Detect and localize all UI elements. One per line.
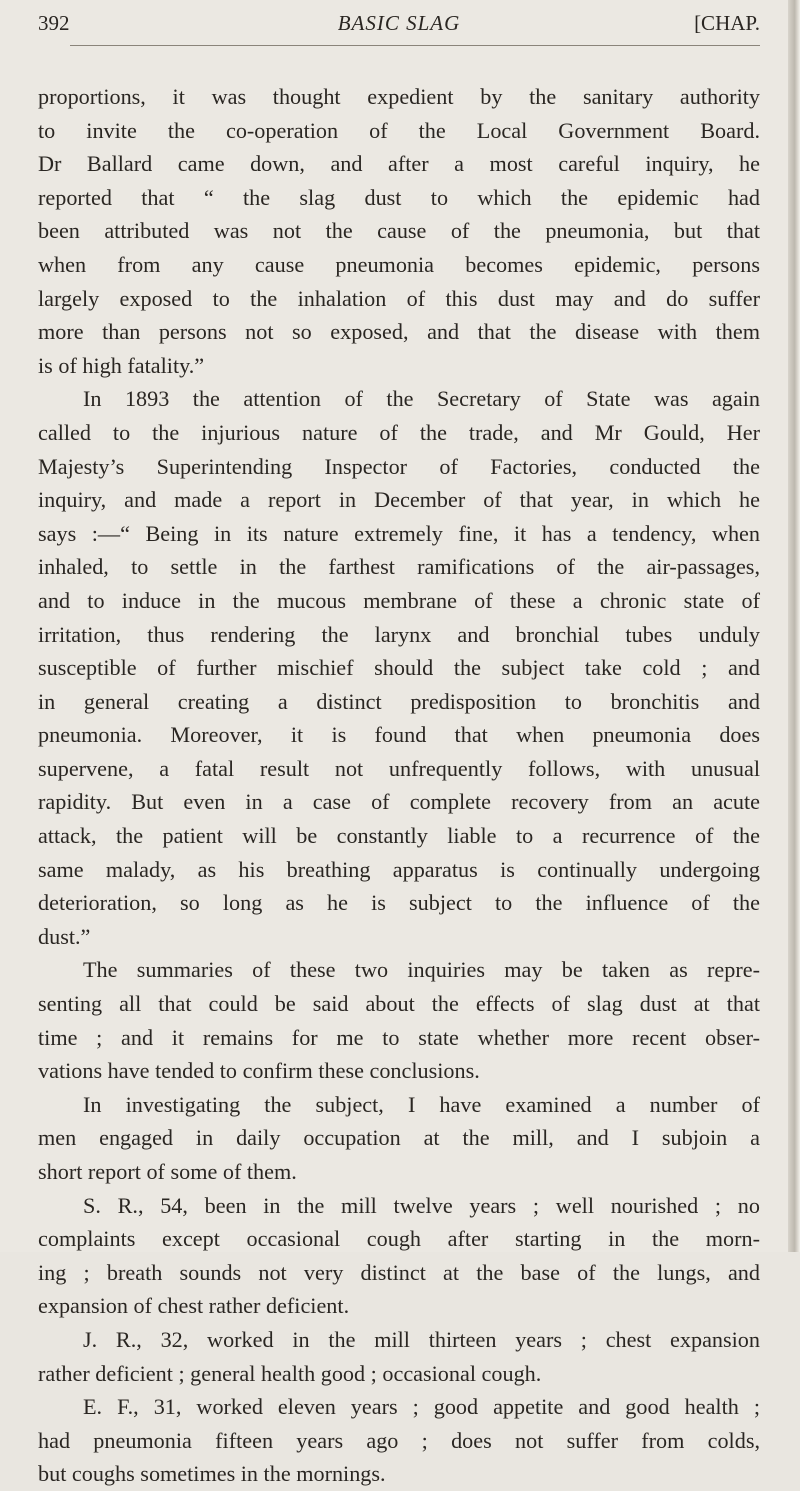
- text-line: and to induce in the mucous membrane of these a chronic state of: [38, 587, 760, 613]
- text-line: complaints except occasional cough after starting in the morn-: [38, 1226, 760, 1252]
- text-line: proportions, it was thought expedient by the sanitary authority: [38, 84, 760, 109]
- text-line: is of high fatality.”: [38, 352, 205, 378]
- running-title: BASIC SLAG: [337, 11, 461, 35]
- text-line: dust.”: [38, 923, 91, 949]
- text-line: deterioration, so long as he is subject to the influence of the: [38, 890, 760, 916]
- text-line: rapidity. But even in a case of complete recovery from an acute: [38, 789, 760, 815]
- text-line: when from any cause pneumonia becomes epidemic, persons: [38, 251, 760, 277]
- text-line: senting all that could be said about the effects of slag dust at that: [38, 991, 760, 1017]
- text-line: supervene, a fatal result not unfrequently follows, with unusual: [38, 755, 760, 781]
- text-line: attack, the patient will be constantly liable to a recurrence of the: [38, 823, 760, 849]
- text-line: irritation, thus rendering the larynx and bronchial tubes unduly: [38, 621, 760, 647]
- text-line: In 1893 the attention of the Secretary of State was again: [83, 386, 760, 412]
- text-line: men engaged in daily occupation at the mill, and I subjoin a: [38, 1125, 760, 1151]
- page-number: 392: [38, 11, 70, 35]
- text-line: In investigating the subject, I have examined a number of: [83, 1091, 760, 1117]
- text-line: Majesty’s Superintending Inspector of Factories, conducted the: [38, 453, 760, 479]
- text-line: reported that “ the slag dust to which the epidemic had: [38, 184, 760, 210]
- text-line: inquiry, and made a report in December of that year, in which he: [38, 487, 760, 513]
- body-text: [38, 80, 760, 1491]
- page-header: [38, 4, 760, 42]
- text-line: E. F., 31, worked eleven years ; good appetite and good health ;: [83, 1394, 760, 1420]
- text-line: vations have tended to confirm these conclusions.: [38, 1058, 480, 1084]
- text-line: largely exposed to the inhalation of this dust may and do suffer: [38, 285, 760, 311]
- text-line: in general creating a distinct predisposition to bronchitis and: [38, 688, 760, 714]
- text-line: S. R., 54, been in the mill twelve years ; well nourished ; no: [83, 1192, 760, 1218]
- text-line: but coughs sometimes in the mornings.: [38, 1461, 386, 1487]
- text-line: rather deficient ; general health good ; occasional cough.: [38, 1360, 542, 1386]
- text-line: inhaled, to settle in the farthest ramifications of the air-passages,: [38, 554, 760, 580]
- text-line: The summaries of these two inquiries may be taken as repre-: [83, 957, 760, 983]
- text-line: pneumonia. Moreover, it is found that when pneumonia does: [38, 722, 760, 748]
- chapter-mark: [CHAP.: [694, 11, 760, 35]
- text-line: been attributed was not the cause of the pneumonia, but that: [38, 218, 760, 244]
- text-line: time ; and it remains for me to state whether more recent obser-: [38, 1024, 760, 1050]
- text-line: had pneumonia fifteen years ago ; does not suffer from colds,: [38, 1427, 760, 1453]
- page-edge-shadow: [788, 0, 800, 1252]
- text-line: called to the injurious nature of the trade, and Mr Gould, Her: [38, 419, 760, 445]
- text-line: more than persons not so exposed, and that the disease with them: [38, 319, 760, 345]
- text-line: says :—“ Being in its nature extremely fine, it has a tendency, when: [38, 520, 760, 546]
- text-line: short report of some of them.: [38, 1159, 297, 1184]
- text-line: same malady, as his breathing apparatus is continually undergoing: [38, 856, 760, 882]
- text-line: J. R., 32, worked in the mill thirteen years ; chest expansion: [83, 1326, 760, 1352]
- text-line: expansion of chest rather deficient.: [38, 1293, 350, 1319]
- text-line: ing ; breath sounds not very distinct at the base of the lungs, and: [38, 1259, 760, 1285]
- text-line: to invite the co-operation of the Local Government Board.: [38, 117, 760, 143]
- header-rule: [70, 45, 760, 46]
- text-line: susceptible of further mischief should the subject take cold ; and: [38, 655, 760, 681]
- text-line: Dr Ballard came down, and after a most careful inquiry, he: [38, 151, 760, 177]
